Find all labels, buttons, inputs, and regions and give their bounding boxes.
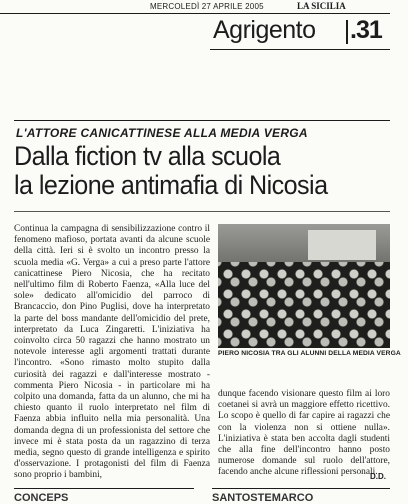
article-kicker: L'ATTORE CANICATTINESE ALLA MEDIA VERGA xyxy=(16,126,308,140)
newspaper-name: LA SICILIA xyxy=(297,1,346,11)
author-signoff: D.D. xyxy=(370,472,386,481)
page-header xyxy=(0,0,408,14)
photo-board xyxy=(308,230,376,260)
footer-rule-left xyxy=(14,488,194,489)
footer-rule-right xyxy=(212,488,390,489)
article-body-left: Continua la campagna di sensibilizzazione contro il fenomeno mafioso, portata avanti da alcune scuole della città. Ieri si è svolto un incontro presso la scuola media «G. Verga» a cui a preso parte l'attore canicattinese Piero Nicosia, che ha recitato nell'ultimo film di Roberto Faenza, «Alla luce del sole» dedicato all'omicidio del parroco di Brancaccio, don Pino Puglisi, dove ha interpretato la parte del boss mandante dell'omicidio del prete, interpretato da Luca Zingaretti. L'iniziativa ha coinvolto circa 50 ragazzi che hanno mostrato un notevole interesse agli argomenti trattati durante l'incontro. «Sono rimasto molto stupito dalla curiosità dei ragazzi e dall'interesse mostrato - commenta Piero Nicosia - in particolare mi ha colpito una domanda, fatta da un alunno, che mi ha chiesto quanto il ruolo interpretato nel film di Faenza abbia influito nella mia personalità. Una domanda degna di un professionista del settore che invece mi è stata posta da un ragazzino di terza media, segno questo di grande intelligenza e spirito d'osservazione. I protagonisti del film di Faenza sono proprio i bambini, xyxy=(14,224,210,481)
header-rule xyxy=(0,13,390,14)
article-photo xyxy=(218,224,390,348)
section-title: Agrigento xyxy=(213,16,316,44)
footer-fragment-right: SANTOSTEMARCO xyxy=(212,492,314,504)
page-number: .31 xyxy=(350,16,382,44)
headline-line: Dalla fiction tv alla scuola xyxy=(14,141,281,171)
article-top-rule xyxy=(14,120,390,121)
headline-line: la lezione antimafia di Nicosia xyxy=(14,170,328,200)
photo-caption: PIERO NICOSIA TRA GLI ALUNNI DELLA MEDIA VERGA xyxy=(218,350,401,357)
section-divider xyxy=(346,20,348,44)
section-rule xyxy=(210,49,390,50)
photo-students xyxy=(218,262,390,348)
headline-rule xyxy=(14,211,390,212)
article-body-right: dunque facendo visionare questo film ai loro coetanei si avrà un maggiore effetto ricettivo. Lo scopo è quello di far capire ai ragazzi che con la violenza non si ottiene nulla». L'iniziativa è stata ben accolta dagli studenti che alla fine dell'incontro hanno posto numerose domande sul ruolo dell'attore, facendo anche alcune riflessioni personali. xyxy=(218,389,390,478)
article-headline xyxy=(14,142,367,200)
dateline: MERCOLEDÌ 27 APRILE 2005 xyxy=(150,2,264,11)
footer-fragment-left: CONCEPS xyxy=(14,492,69,504)
